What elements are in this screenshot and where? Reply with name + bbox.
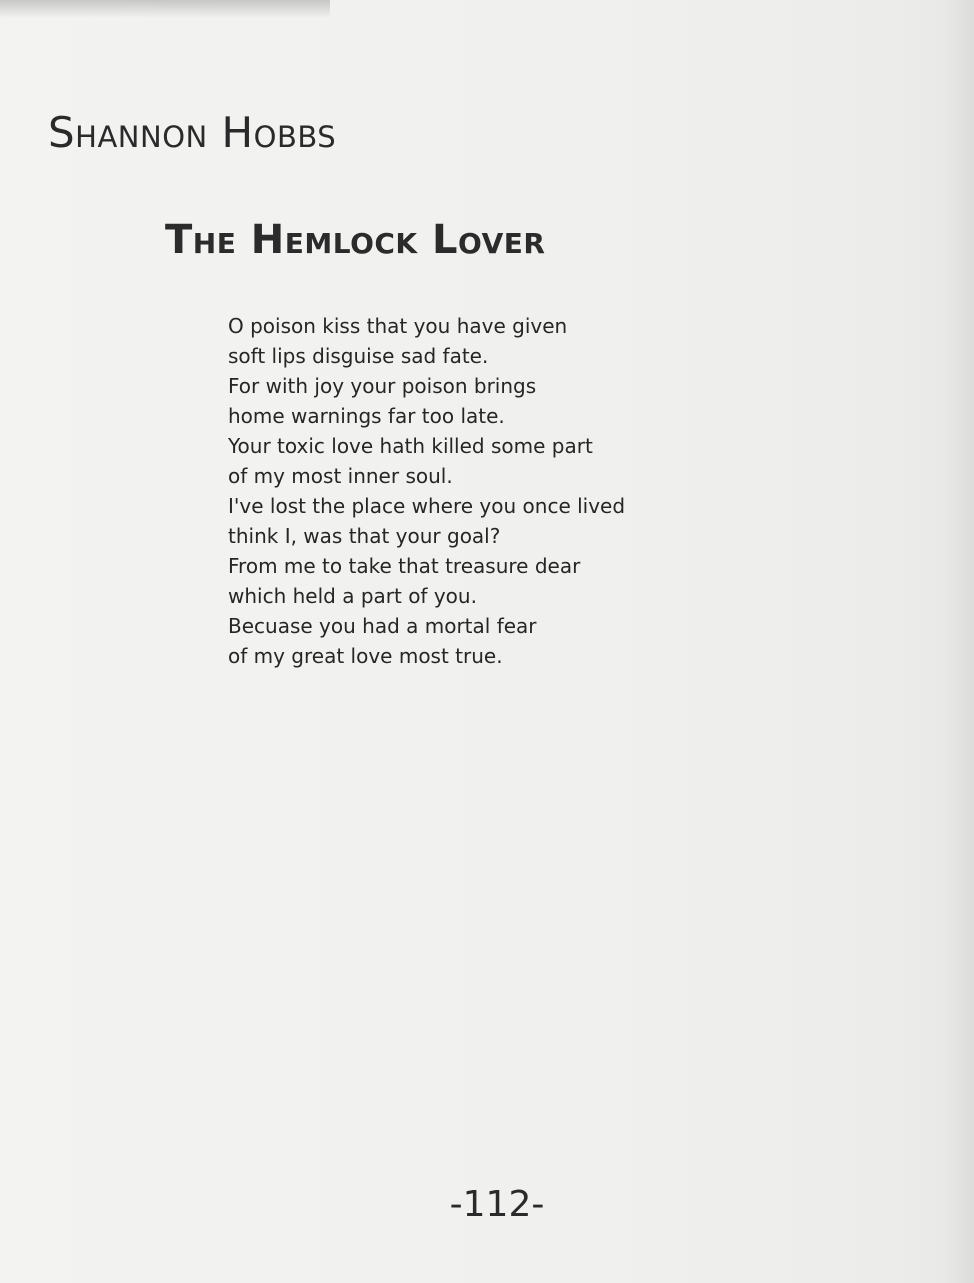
poem-line: which held a part of you. [228, 584, 477, 608]
poem-line: think I, was that your goal? [228, 524, 501, 548]
poem-line: home warnings far too late. [228, 404, 505, 428]
poem-line: Becuase you had a mortal fear [228, 614, 537, 638]
poem-line: From me to take that treasure dear [228, 554, 581, 578]
poem-title: The Hemlock Lover [165, 217, 546, 263]
page-number: -112- [449, 1184, 545, 1225]
poem-line: of my great love most true. [228, 644, 503, 668]
poem-line: O poison kiss that you have given [228, 314, 568, 338]
poem-line: of my most inner soul. [228, 464, 453, 488]
poem-line: I've lost the place where you once lived [228, 494, 626, 518]
scan-shadow-right [944, 0, 974, 1283]
poem-line: For with joy your poison brings [228, 374, 537, 398]
scan-shadow-top [0, 0, 330, 18]
poem-body [228, 311, 625, 671]
poem-line: Your toxic love hath killed some part [228, 434, 593, 458]
author-name: Shannon Hobbs [48, 108, 337, 157]
poem-line: soft lips disguise sad fate. [228, 344, 489, 368]
